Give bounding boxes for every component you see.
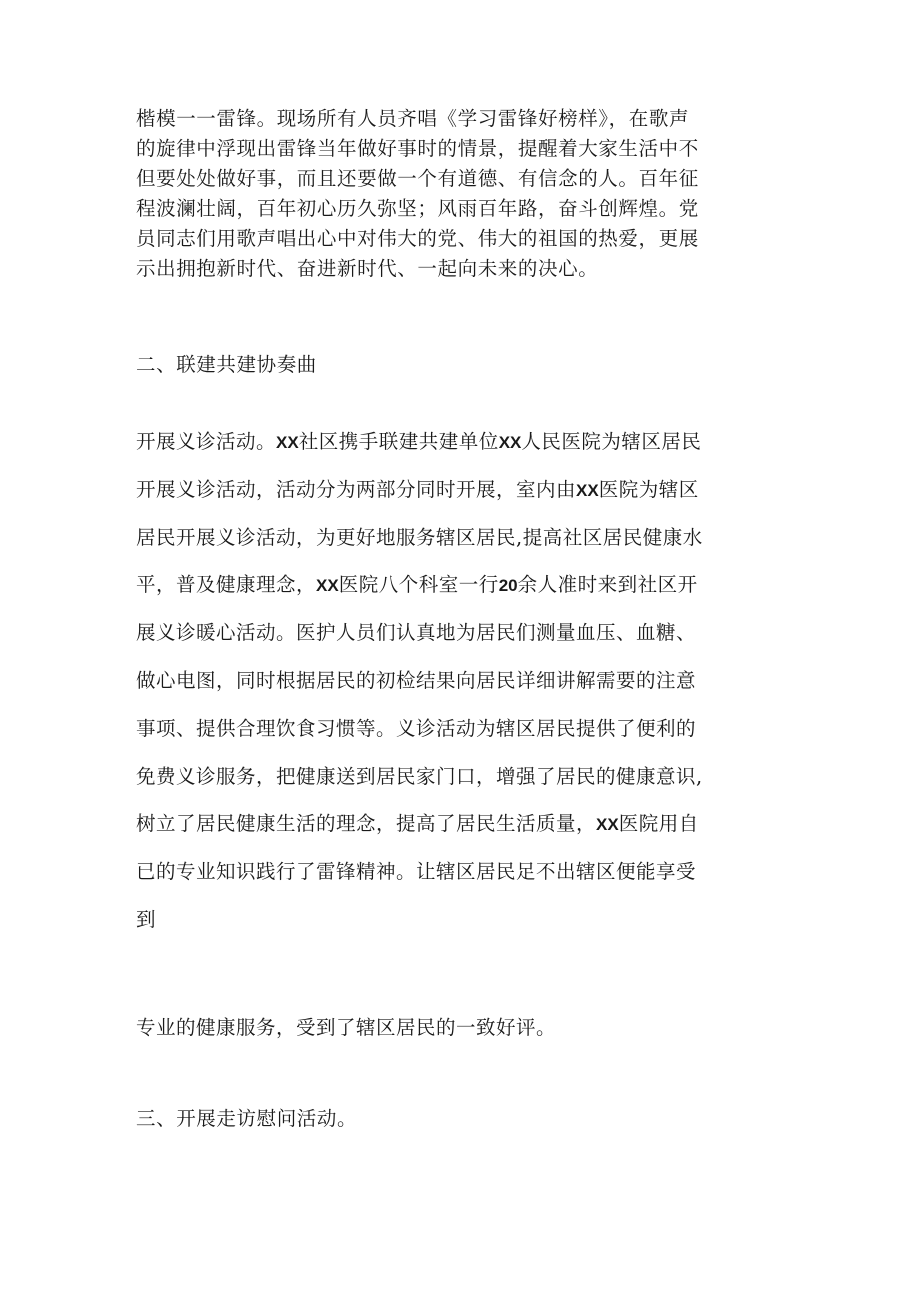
text-run: XX (576, 480, 599, 500)
text-run: 医院用自 (618, 812, 699, 836)
paragraph-line: 展义诊暖心活动。医护人员们认真地为居民们测量血压、血糖、 (136, 621, 697, 645)
section-3-heading: 三、开展走访慰问活动。 (136, 1107, 358, 1130)
free-clinic-paragraph (136, 418, 806, 944)
text-run: 平，普及健康理念， (136, 573, 317, 597)
paragraph-line: 居民开展义诊活动，为更好地服务辖区居民,提高社区居民健康水 (136, 525, 703, 549)
paragraph-line: 员同志们用歌声唱出心中对伟大的党、伟大的祖国的热爱，更展 (136, 227, 699, 250)
paragraph-line: 但要处处做好事，而且还要做一个有道德、有信念的人。百年征 (136, 167, 699, 190)
text-run: 20 (498, 576, 518, 596)
section-2-heading: 二、联建共建协奏曲 (136, 353, 317, 376)
paragraph-line: 事项、提供合理饮食习惯等。义诊活动为辖区居民提供了便利的 (136, 716, 697, 740)
text-run: 医院为辖区 (598, 477, 699, 501)
text-run: XX (596, 815, 619, 835)
paragraph-line (136, 800, 806, 848)
text-run: 开展义诊活动。 (136, 430, 277, 453)
text-run: 人民医院为辖区居民 (521, 430, 702, 453)
text-run: XX (316, 576, 339, 596)
paragraph-line (136, 561, 806, 609)
text-run: 医院八个科室一行 (338, 573, 499, 597)
paragraph-line: 的旋律中浮现出雷锋当年做好事时的情景，提醒着大家生活中不 (136, 137, 699, 160)
intro-paragraph (136, 104, 796, 284)
paragraph-line: 到 (136, 907, 157, 931)
text-run: 余人准时来到社区开 (517, 573, 698, 597)
paragraph-line: 程波澜壮阔，百年初心历久弥坚；风雨百年路，奋斗创辉煌。党 (136, 197, 699, 220)
paragraph-line (136, 418, 806, 466)
text-run: XX (276, 433, 299, 452)
text-run: XX (498, 433, 522, 452)
paragraph-line: 已的专业知识践行了雷锋精神。让辖区居民足不出辖区便能享受 (136, 860, 697, 884)
paragraph-line: 示出拥抱新时代、奋进新时代、一起向未来的决心。 (136, 257, 599, 280)
paragraph-line (136, 466, 806, 514)
text-run: 社区携手联建共建单位 (298, 430, 499, 453)
text-run: 树立了居民健康生活的理念，提高了居民生活质量， (136, 812, 597, 836)
paragraph-line: 免费义诊服务，把健康送到居民家门口，增强了居民的健康意识, (136, 764, 703, 788)
paragraph-line: 做心电图，同时根据居民的初检结果向居民详细讲解需要的注意 (136, 668, 697, 692)
paragraph-line: 楷模一一雷锋。现场所有人员齐唱《学习雷锋好榜样》，在歌声 (136, 107, 690, 130)
paragraph-continuation: 专业的健康服务，受到了辖区居民的一致好评。 (136, 1016, 557, 1039)
text-run: 开展义诊活动，活动分为两部分同时开展，室内由 (136, 477, 577, 501)
